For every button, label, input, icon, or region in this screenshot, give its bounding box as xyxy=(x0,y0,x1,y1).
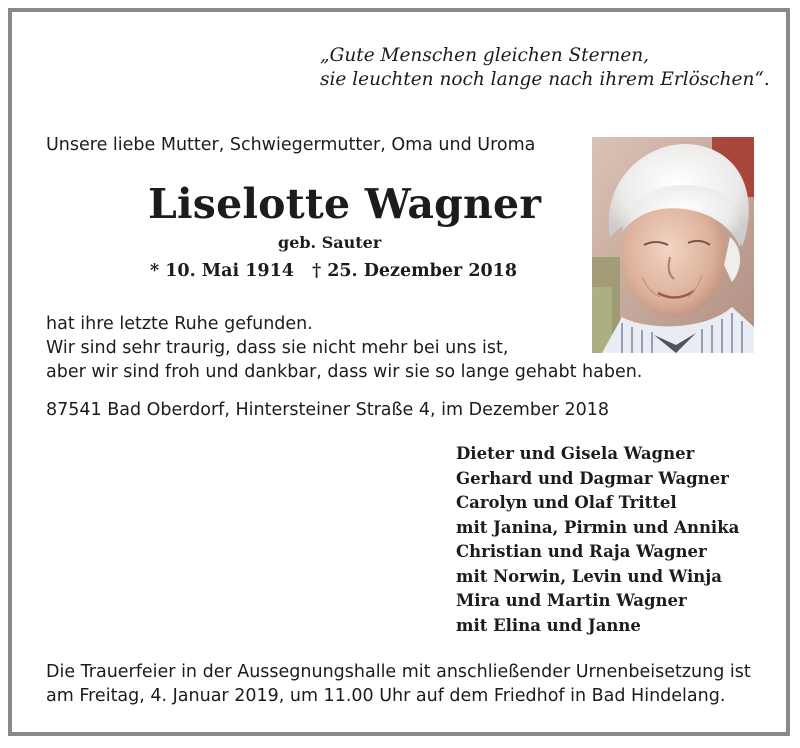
place-and-date: 87541 Bad Oberdorf, Hintersteiner Straße 4, im Dezember 2018 xyxy=(46,400,610,420)
announcement-line-3: aber wir sind froh und dankbar, dass wir sie so lange gehabt haben. xyxy=(46,362,643,382)
mourner-line: Mira und Martin Wagner xyxy=(456,591,687,610)
funeral-service-text xyxy=(46,660,751,708)
mourner-line: Carolyn und Olaf Trittel xyxy=(456,493,677,512)
service-line-1: Die Trauerfeier in der Aussegnungshalle mit anschließender Urnenbeisetzung ist xyxy=(46,662,751,682)
life-dates xyxy=(150,259,517,283)
mourner-line: mit Elina und Janne xyxy=(456,615,641,635)
mourner-line: Dieter und Gisela Wagner xyxy=(456,444,695,463)
intro-text: Unsere liebe Mutter, Schwiegermutter, Oma und Uroma xyxy=(46,135,536,155)
service-line-2: am Freitag, 4. Januar 2019, um 11.00 Uhr auf dem Friedhof in Bad Hindelang. xyxy=(46,686,726,706)
mourner-line: mit Janina, Pirmin und Annika xyxy=(456,517,740,537)
quote xyxy=(320,44,770,92)
mourners-list xyxy=(456,442,739,638)
deceased-name: Liselotte Wagner xyxy=(148,180,542,228)
announcement-text xyxy=(46,312,642,384)
death-date: † 25. Dezember 2018 xyxy=(311,261,518,281)
quote-line-1: „Gute Menschen gleichen Sternen, xyxy=(320,45,650,66)
maiden-name: geb. Sauter xyxy=(278,233,382,252)
mourner-line: Gerhard und Dagmar Wagner xyxy=(456,468,729,488)
announcement-line-1: hat ihre letzte Ruhe gefunden. xyxy=(46,314,313,334)
quote-line-2: sie leuchten noch lange nach ihrem Erlöschen“. xyxy=(320,69,770,90)
mourner-line: mit Norwin, Levin und Winja xyxy=(456,566,722,586)
birth-date: * 10. Mai 1914 xyxy=(150,261,294,281)
announcement-line-2: Wir sind sehr traurig, dass sie nicht mehr bei uns ist, xyxy=(46,338,509,358)
mourner-line: Christian und Raja Wagner xyxy=(456,542,707,561)
